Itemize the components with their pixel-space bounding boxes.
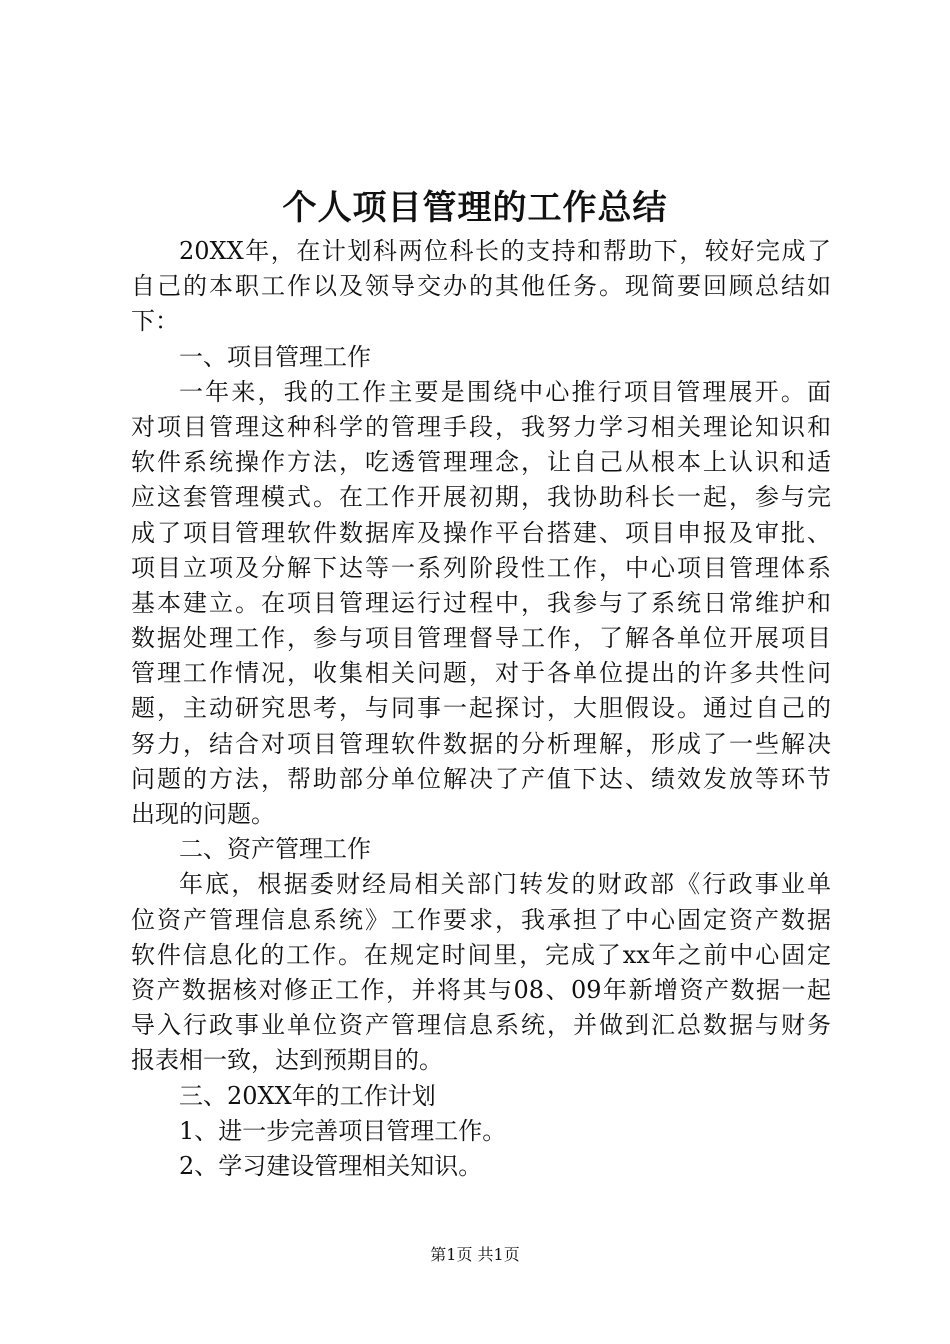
- section-heading: 三、20XX年的工作计划: [179, 1081, 436, 1110]
- paragraph-line: 项目立项及分解下达等一系列阶段性工作，中心项目管理体系: [131, 553, 831, 582]
- paragraph-line: 应这套管理模式。在工作开展初期，我协助科长一起，参与完: [131, 483, 831, 512]
- list-item: 2、学习建设管理相关知识。: [179, 1151, 483, 1180]
- paragraph-line: 题，主动研究思考，与同事一起探讨，大胆假设。通过自己的: [131, 694, 831, 723]
- paragraph-line: 自己的本职工作以及领导交办的其他任务。现简要回顾总结如: [131, 272, 831, 301]
- document-body: [131, 234, 831, 1184]
- section-heading: 一、项目管理工作: [179, 342, 371, 371]
- paragraph-line: 软件信息化的工作。在规定时间里，完成了xx年之前中心固定: [131, 940, 831, 969]
- paragraph-line: 数据处理工作，参与项目管理督导工作，了解各单位开展项目: [131, 624, 831, 653]
- paragraph-line: 对项目管理这种科学的管理手段，我努力学习相关理论知识和: [131, 412, 831, 441]
- paragraph-line: 一年来，我的工作主要是围绕中心推行项目管理展开。面: [179, 377, 831, 406]
- document-title: 个人项目管理的工作总结: [282, 188, 668, 228]
- paragraph-line: 出现的问题。: [131, 800, 275, 828]
- list-item: 1、进一步完善项目管理工作。: [179, 1116, 507, 1145]
- section-heading: 二、资产管理工作: [179, 835, 371, 864]
- page-footer: 第1页 共1页: [430, 1245, 520, 1264]
- paragraph-line: 导入行政事业单位资产管理信息系统，并做到汇总数据与财务: [131, 1011, 831, 1040]
- paragraph-line: 资产数据核对修正工作，并将其与08、09年新增资产数据一起: [131, 975, 831, 1004]
- paragraph-line: 20XX年，在计划科两位科长的支持和帮助下，较好完成了: [179, 237, 831, 265]
- paragraph-line: 软件系统操作方法，吃透管理理念，让自己从根本上认识和适: [131, 448, 831, 477]
- paragraph-line: 努力，结合对项目管理软件数据的分析理解，形成了一些解决: [131, 729, 831, 758]
- paragraph-line: 下：: [131, 307, 179, 336]
- paragraph-line: 成了项目管理软件数据库及操作平台搭建、项目申报及审批、: [131, 518, 831, 547]
- paragraph-line: 基本建立。在项目管理运行过程中，我参与了系统日常维护和: [131, 588, 831, 617]
- paragraph-line: 报表相一致，达到预期目的。: [131, 1046, 443, 1075]
- paragraph-line: 位资产管理信息系统》工作要求，我承担了中心固定资产数据: [131, 905, 831, 934]
- paragraph-line: 管理工作情况，收集相关问题，对于各单位提出的许多共性问: [131, 659, 831, 688]
- paragraph-line: 年底，根据委财经局相关部门转发的财政部《行政事业单: [179, 870, 831, 899]
- paragraph-line: 问题的方法，帮助部分单位解决了产值下达、绩效发放等环节: [131, 764, 831, 793]
